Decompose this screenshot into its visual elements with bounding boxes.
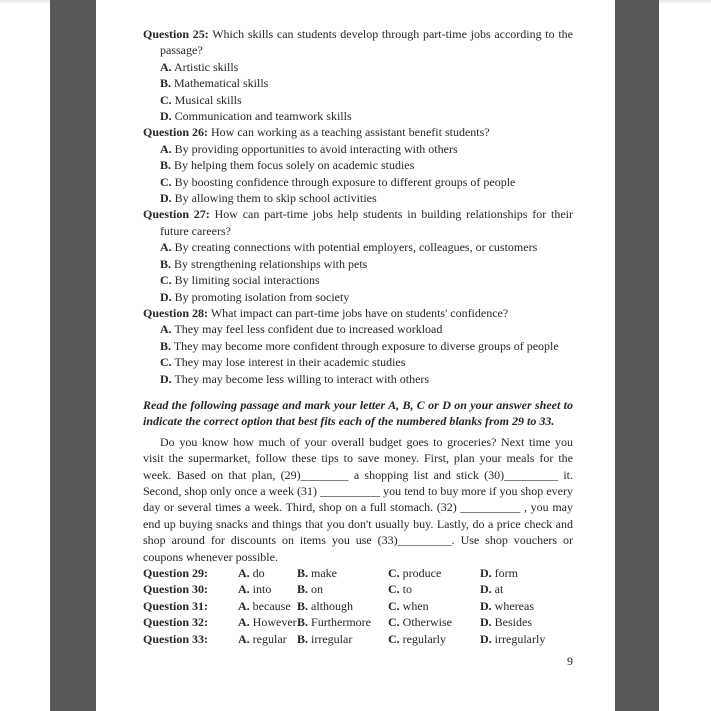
- option-text: By allowing them to skip school activities: [174, 191, 377, 206]
- question-block-26: [143, 124, 573, 206]
- option-text: Otherwise: [402, 615, 452, 630]
- option-key: B.: [297, 615, 309, 630]
- option-a: [143, 141, 573, 157]
- option-text: regular: [252, 631, 287, 646]
- option-text: produce: [402, 566, 442, 580]
- option-text: form: [494, 566, 518, 580]
- question-label: Question 27:: [143, 207, 210, 222]
- option-key: C.: [388, 566, 400, 580]
- option-key: D.: [480, 615, 492, 630]
- option-key: D.: [160, 289, 172, 304]
- option-b: [143, 75, 573, 91]
- option-b: [143, 157, 573, 173]
- option-key: D.: [480, 631, 492, 646]
- option-key: D.: [160, 109, 172, 124]
- option-key: A.: [160, 240, 172, 255]
- option-text: Furthermore: [311, 615, 371, 630]
- option-key: B.: [297, 631, 309, 646]
- option-d: [143, 190, 573, 206]
- question-row-33: [143, 631, 573, 647]
- option-key: D.: [480, 598, 492, 613]
- option-text: on: [311, 582, 324, 597]
- option-key: B.: [160, 338, 172, 353]
- option-d: [480, 631, 573, 647]
- option-a: [143, 59, 573, 75]
- option-text: do: [252, 566, 265, 580]
- option-key: C.: [160, 355, 172, 370]
- question-label: Question 33:: [143, 631, 209, 646]
- question-row-29: [143, 565, 573, 581]
- option-key: C.: [160, 273, 172, 288]
- option-d: [480, 598, 573, 614]
- question-text: How can working as a teaching assistant benefit students?: [211, 125, 490, 140]
- option-d: [480, 614, 573, 630]
- option-text: However: [252, 615, 297, 630]
- option-b: [297, 631, 388, 647]
- question-label: Question 28:: [143, 305, 209, 320]
- option-a: [238, 581, 297, 597]
- option-text: They may feel less confident due to increased workload: [174, 322, 443, 337]
- question-head: [143, 26, 573, 59]
- option-key: D.: [480, 582, 492, 597]
- option-text: make: [311, 566, 338, 580]
- question-label: Question 26:: [143, 125, 209, 140]
- option-c: [388, 614, 480, 630]
- option-key: D.: [160, 371, 172, 386]
- option-b: [297, 614, 388, 630]
- question-label: Question 32:: [143, 615, 209, 630]
- option-b: [143, 338, 573, 354]
- option-key: A.: [238, 615, 250, 630]
- option-c: [143, 92, 573, 108]
- option-c: [143, 272, 573, 288]
- option-b: [297, 598, 388, 614]
- option-text: irregularly: [494, 631, 546, 646]
- document-page: [96, 0, 615, 711]
- option-d: [143, 289, 573, 305]
- option-b: [297, 581, 388, 597]
- question-block-27: [143, 206, 573, 304]
- option-key: C.: [160, 174, 172, 189]
- question-row-32: [143, 614, 573, 630]
- page-number: 9: [567, 654, 573, 669]
- option-key: C.: [160, 92, 172, 107]
- option-d: [480, 581, 573, 597]
- left-side-bar: [50, 0, 96, 711]
- question-row-31: [143, 598, 573, 614]
- option-text: Besides: [494, 615, 533, 630]
- question-block-28: [143, 305, 573, 387]
- question-head: [143, 305, 573, 321]
- option-a: [238, 614, 297, 630]
- option-c: [388, 631, 480, 647]
- option-text: By providing opportunities to avoid interacting with others: [174, 141, 458, 156]
- option-key: C.: [388, 631, 400, 646]
- option-d: [480, 565, 573, 581]
- option-text: at: [494, 582, 504, 597]
- option-key: B.: [160, 256, 172, 271]
- option-text: to: [402, 582, 413, 597]
- option-key: D.: [480, 566, 492, 580]
- option-key: B.: [297, 566, 309, 580]
- option-text: They may become less willing to interact with others: [174, 371, 430, 386]
- option-key: B.: [297, 582, 309, 597]
- option-text: By promoting isolation from society: [174, 289, 350, 304]
- option-text: whereas: [494, 598, 534, 613]
- option-text: Communication and teamwork skills: [174, 109, 352, 124]
- option-a: [143, 239, 573, 255]
- cloze-passage: Do you know how much of your overall budget goes to groceries? Next time you visit the supermarket, follow these tips to save money. First, plan your meals for the week. Based on that plan, (29)________ a shopping list and stick (30)_________ it. Second, shop only once a week (31) __________ you tend to buy more if you shop every day or several times a week. Third, shop on a full stomach. (32) __________ , you may end up buying snacks and things that you don't usually buy. Lastly, do a price check and shop around for discounts on items you use (33)_________. Use shop vouchers or coupons whenever possible.: [143, 434, 573, 564]
- option-key: C.: [388, 598, 400, 613]
- question-label: Question 30:: [143, 582, 209, 597]
- option-key: B.: [297, 598, 309, 613]
- option-text: because: [252, 598, 291, 613]
- option-text: into: [252, 582, 272, 597]
- question-head: [143, 206, 573, 239]
- option-text: By strengthening relationships with pets: [174, 256, 368, 271]
- option-b: [297, 565, 388, 581]
- question-text: Which skills can students develop through part-time jobs according to the passage?: [160, 27, 573, 58]
- option-text: when: [402, 598, 429, 613]
- option-b: [143, 256, 573, 272]
- option-key: B.: [160, 158, 172, 173]
- option-key: C.: [388, 615, 400, 630]
- option-d: [143, 108, 573, 124]
- option-key: A.: [238, 582, 250, 597]
- section-instruction: Read the following passage and mark your letter A, B, C or D on your answer sheet to indicate the correct option that best fits each of the numbered blanks from 29 to 33.: [143, 397, 573, 429]
- option-c: [143, 174, 573, 190]
- option-a: [143, 321, 573, 337]
- option-key: C.: [388, 582, 400, 597]
- option-text: Musical skills: [174, 92, 242, 107]
- option-a: [238, 565, 297, 581]
- option-a: [238, 631, 297, 647]
- option-text: By helping them focus solely on academic studies: [174, 158, 415, 173]
- option-text: They may become more confident through exposure to diverse groups of people: [173, 338, 559, 353]
- question-label: Question 31:: [143, 598, 209, 613]
- option-key: A.: [160, 141, 172, 156]
- option-c: [143, 354, 573, 370]
- question-row-30: [143, 581, 573, 597]
- option-key: A.: [160, 59, 172, 74]
- option-text: By limiting social interactions: [174, 273, 320, 288]
- question-label: Question 29:: [143, 566, 209, 580]
- option-key: A.: [160, 322, 172, 337]
- option-c: [388, 598, 480, 614]
- option-d: [143, 371, 573, 387]
- option-text: irregular: [311, 631, 353, 646]
- option-a: [238, 598, 297, 614]
- option-key: A.: [238, 631, 250, 646]
- option-text: By creating connections with potential employers, colleagues, or customers: [174, 240, 538, 255]
- question-label: Question 25:: [143, 27, 209, 41]
- question-block-25: [143, 26, 573, 124]
- option-text: Artistic skills: [174, 59, 239, 74]
- option-key: A.: [238, 566, 250, 580]
- option-c: [388, 581, 480, 597]
- option-key: B.: [160, 76, 172, 91]
- question-head: [143, 124, 573, 140]
- option-c: [388, 565, 480, 581]
- option-text: regularly: [402, 631, 446, 646]
- option-text: By boosting confidence through exposure to different groups of people: [174, 174, 516, 189]
- option-key: A.: [238, 598, 250, 613]
- option-text: although: [311, 598, 354, 613]
- question-text: What impact can part-time jobs have on students' confidence?: [210, 305, 509, 320]
- option-text: Mathematical skills: [174, 76, 269, 91]
- right-side-bar: [615, 0, 659, 711]
- question-text: How can part-time jobs help students in building relationships for their future careers?: [160, 207, 573, 238]
- option-key: D.: [160, 191, 172, 206]
- option-text: They may lose interest in their academic studies: [174, 355, 406, 370]
